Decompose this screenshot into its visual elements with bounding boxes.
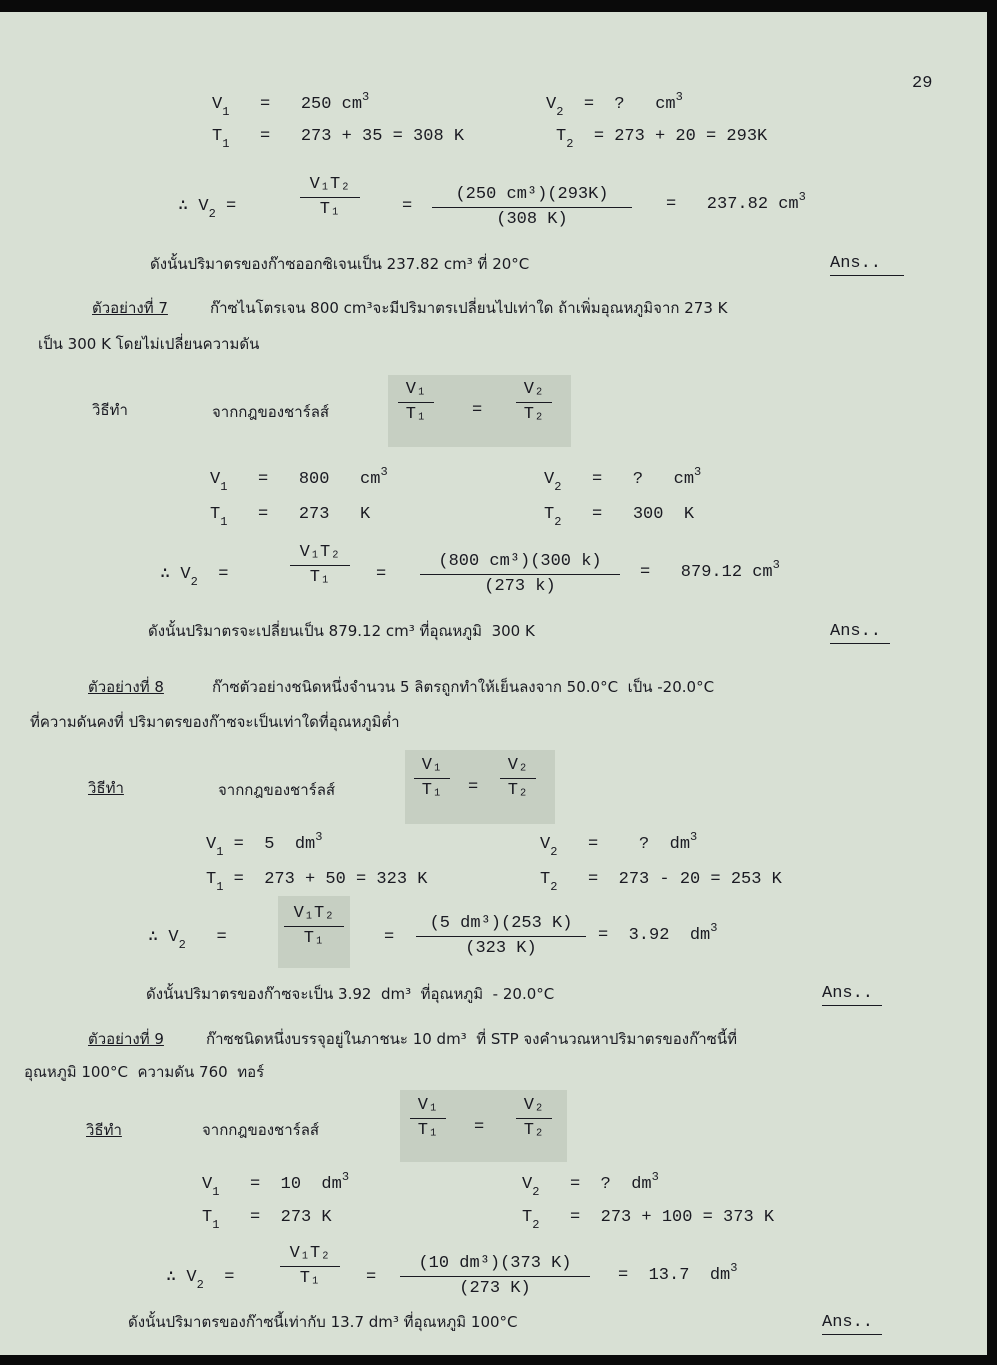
ex6-v2-row: $V_2$ = ? $cm^3$ [546, 90, 683, 119]
ex8-t2-row: $T_2$ = 273 - 20 = 253 K [540, 870, 782, 894]
ex7-value-fraction: (800 cm³)(300 k) (273 k) [420, 552, 620, 597]
ex7-equals: = [376, 565, 387, 584]
ex7-problem-line2: เป็น 300 K โดยไม่เปลี่ยนความดัน [38, 335, 260, 353]
ex7-v2-row: $V_2$ = ? $cm^3$ [544, 465, 702, 494]
ex6-equals: = [402, 197, 413, 216]
ex7-law: จากกฎของชาร์ลส์ [212, 403, 330, 421]
ex8-formula-fraction: V₁T₂ T₁ [284, 904, 344, 949]
ex7-problem-line1: ก๊าซไนโตรเจน 800 cm³จะมีปริมาตรเปลี่ยนไปเท่าใด ถ้าเพิ่มอุณหภูมิจาก 273 K [210, 299, 728, 317]
ex7-t1-row: $T_1$ = 273 K [210, 505, 371, 529]
ex6-t2-row: $T_2 = 273 + 20 = 293K$ [556, 127, 768, 151]
ex8-result: = 3.92 $dm^3$ [598, 921, 718, 945]
ex7-conclusion: ดังนั้นปริมาตรจะเปลี่ยนเป็น 879.12 cm³ ที่อุณหภูมิ 300 K [148, 622, 535, 640]
ex6-ans: Ans.. [830, 254, 904, 276]
ex8-law-equals: = [468, 778, 479, 797]
ex9-formula-fraction: V₁T₂ T₁ [280, 1244, 340, 1289]
ex9-v1-row: $V_1$ = 10 $dm^3$ [202, 1170, 350, 1199]
ex7-result: = 879.12 $cm^3$ [640, 558, 780, 582]
ex9-value-fraction: (10 dm³)(373 K) (273 K) [400, 1254, 590, 1299]
ex7-method: วิธีทำ [92, 401, 128, 419]
ex7-t2-row: $T_2$ = 300 K [544, 505, 695, 529]
ex6-therefore: ∴ $V_2$ = [178, 197, 237, 221]
ex8-conclusion: ดังนั้นปริมาตรของก๊าซจะเป็น 3.92 dm³ ที่อุณหภูมิ - 20.0°C [146, 985, 555, 1003]
ex8-therefore: ∴ $V_2$ = [148, 928, 227, 952]
ex9-law: จากกฎของชาร์ลส์ [202, 1121, 320, 1139]
ex8-law: จากกฎของชาร์ลส์ [218, 781, 336, 799]
ex7-formula-fraction: V₁T₂ T₁ [290, 543, 350, 588]
ex8-ans: Ans.. [822, 984, 882, 1006]
ex7-therefore: ∴ $V_2$ = [160, 565, 229, 589]
ex8-title: ตัวอย่างที่ 8 [88, 678, 164, 696]
ex7-v1-row: $V_1$ = 800 $cm^3$ [210, 465, 388, 494]
ex6-value-fraction: (250 cm³)(293K) (308 K) [432, 185, 632, 230]
ex7-law-equals: = [472, 401, 483, 420]
scan-border-right [987, 0, 997, 1365]
ex7-law-rhs: V₂ T₂ [516, 380, 552, 425]
ex9-problem-line1: ก๊าซชนิดหนึ่งบรรจุอยู่ในภาชนะ 10 dm³ ที่ STP จงคำนวณหาปริมาตรของก๊าซนี้ที่ [206, 1030, 737, 1048]
page-number: 29 [912, 74, 933, 93]
ex9-ans: Ans.. [822, 1313, 882, 1335]
ex8-problem-line1: ก๊าซตัวอย่างชนิดหนึ่งจำนวน 5 ลิตรถูกทำให้เย็นลงจาก 50.0°C เป็น -20.0°C [212, 678, 715, 696]
ex8-law-rhs: V₂ T₂ [500, 756, 536, 801]
ex9-conclusion: ดังนั้นปริมาตรของก๊าซนี้เท่ากับ 13.7 dm³ ที่อุณหภูมิ 100°C [128, 1313, 518, 1331]
ex6-formula-fraction: V₁T₂ T₁ [300, 175, 360, 220]
ex9-equals: = [366, 1268, 377, 1287]
ex6-v1-row: $V_1$ = 250 $cm^3$ [212, 90, 370, 119]
ex7-title: ตัวอย่างที่ 7 [92, 299, 168, 317]
scan-border-top [0, 0, 997, 12]
ex7-ans: Ans.. [830, 622, 890, 644]
ex8-equals: = [384, 928, 395, 947]
scan-border-bottom [0, 1355, 997, 1365]
ex9-t1-row: $T_1$ = 273 K [202, 1208, 332, 1232]
ex7-law-lhs: V₁ T₁ [398, 380, 434, 425]
ex8-v2-row: $V_2$ = ? $dm^3$ [540, 830, 698, 859]
ex9-t2-row: $T_2$ = 273 + 100 = 373 K [522, 1208, 775, 1232]
ex9-therefore: ∴ $V_2$ = [166, 1268, 235, 1292]
ex6-conclusion: ดังนั้นปริมาตรของก๊าซออกซิเจนเป็น 237.82 cm³ ที่ 20°C [150, 255, 530, 273]
ex8-method: วิธีทำ [88, 779, 124, 797]
ex9-law-rhs: V₂ T₂ [516, 1096, 552, 1141]
ex9-title: ตัวอย่างที่ 9 [88, 1030, 164, 1048]
ex6-t1-row: $T_1$ = 273 + 35 = 308 K [212, 127, 465, 151]
ex8-law-lhs: V₁ T₁ [414, 756, 450, 801]
ex9-law-equals: = [474, 1118, 485, 1137]
ex9-law-lhs: V₁ T₁ [410, 1096, 446, 1141]
ex8-problem-line2: ที่ความดันคงที่ ปริมาตรของก๊าซจะเป็นเท่าใดที่อุณหภูมิต่ำ [30, 713, 400, 731]
ex8-v1-row: $V_1 = 5$ $dm^3$ [206, 830, 323, 859]
ex8-value-fraction: (5 dm³)(253 K) (323 K) [416, 914, 586, 959]
ex9-problem-line2: อุณหภูมิ 100°C ความดัน 760 ทอร์ [24, 1063, 265, 1081]
ex9-result: = 13.7 $dm^3$ [618, 1261, 738, 1285]
ex9-method: วิธีทำ [86, 1121, 122, 1139]
ex8-t1-row: $T_1 = 273 + 50 = 323$ K [206, 870, 428, 894]
ex6-result: = 237.82 $cm^3$ [666, 190, 806, 214]
ex9-v2-row: $V_2$ = ? $dm^3$ [522, 1170, 659, 1199]
